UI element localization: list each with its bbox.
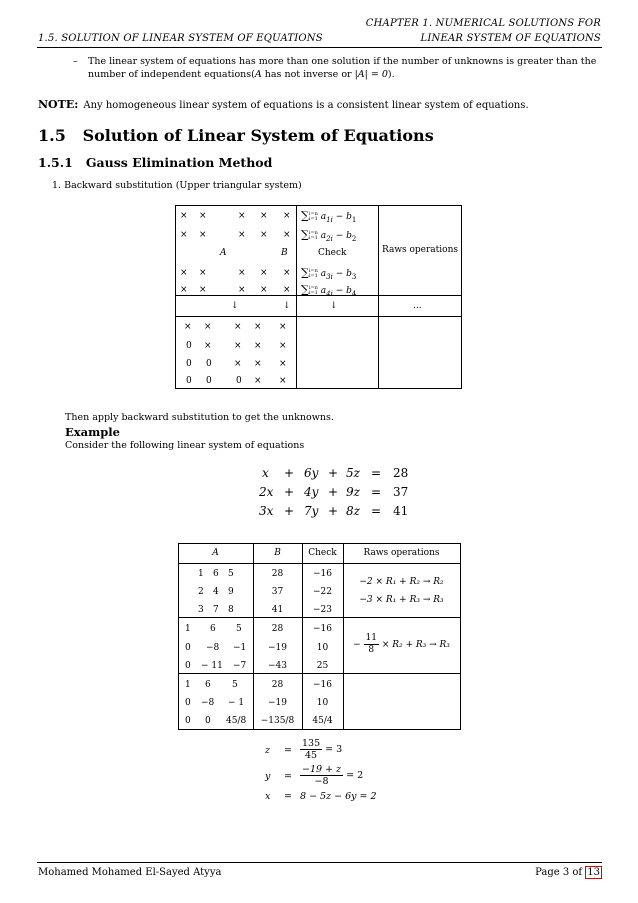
footer-page-prefix: Page 3 of bbox=[535, 867, 586, 878]
scheme-mid-border-2 bbox=[175, 316, 462, 317]
sol-z-eq: = bbox=[284, 745, 292, 756]
sol-z-frac bbox=[300, 738, 322, 761]
scheme-x: × bbox=[199, 211, 207, 221]
table-cell: 4 bbox=[213, 587, 219, 597]
scheme-zero: 0 bbox=[186, 376, 192, 386]
scheme-x: × bbox=[234, 359, 242, 369]
table-cell: 1 bbox=[185, 680, 191, 690]
footer-page bbox=[535, 867, 602, 878]
table-cell: −22 bbox=[313, 587, 332, 597]
scheme-right-border bbox=[461, 205, 462, 389]
eq2-op: + bbox=[328, 485, 339, 499]
table-cell: −23 bbox=[313, 605, 332, 615]
sum-a: a bbox=[320, 231, 327, 241]
sol-y-lhs: y bbox=[265, 771, 271, 782]
table-head-A: A bbox=[212, 548, 219, 558]
eq3-rhs: 41 bbox=[393, 504, 409, 518]
table-cell: 7 bbox=[213, 605, 219, 615]
check-sum-4: ∑i=n i=1 $a_{4i} - b_4$ bbox=[301, 283, 357, 298]
sum-symbol: ∑ bbox=[301, 283, 309, 296]
footer-rule bbox=[37, 862, 602, 863]
sol-y-eq: = bbox=[284, 771, 292, 782]
scheme-x: × bbox=[180, 268, 188, 278]
note-label: NOTE: bbox=[38, 98, 79, 111]
scheme-x: × bbox=[283, 211, 291, 221]
table-cell: 10 bbox=[316, 643, 329, 653]
sum-b: b bbox=[346, 212, 352, 222]
scheme-col-sep-2 bbox=[378, 205, 379, 389]
scheme-label-A: A bbox=[220, 248, 227, 258]
table-cell: 41 bbox=[271, 605, 284, 615]
sum-upper-limit: i=n bbox=[308, 267, 318, 274]
example-title: Example bbox=[65, 425, 120, 439]
page-total-link[interactable]: 13 bbox=[587, 867, 600, 878]
scheme-col-sep-1 bbox=[296, 205, 297, 389]
sum-upper-limit: i=n bbox=[308, 284, 318, 291]
table-cell: −8 bbox=[201, 698, 215, 708]
op-suffix: × R₂ + R₃ → R₃ bbox=[381, 640, 450, 650]
table-cell: −8 bbox=[206, 643, 220, 653]
scheme-zero: 0 bbox=[206, 359, 212, 369]
scheme-x: × bbox=[279, 359, 287, 369]
scheme-x: × bbox=[180, 211, 188, 221]
down-arrow-check: ↓ bbox=[330, 301, 338, 311]
sum-sub: 3i bbox=[326, 272, 333, 281]
scheme-x: × bbox=[279, 341, 287, 351]
table-cell: 6 bbox=[210, 624, 216, 634]
eq1-term: x bbox=[262, 466, 269, 480]
scheme-x: × bbox=[254, 341, 262, 351]
table-head-check: Check bbox=[308, 548, 337, 558]
check-sum-1: ∑i=n i=1 $a_{1i} - b_1$ bbox=[301, 209, 357, 224]
table-cell: 25 bbox=[316, 661, 329, 671]
table-cell: −16 bbox=[313, 680, 332, 690]
eq1-op: + bbox=[328, 466, 339, 480]
table-cell: 45/4 bbox=[312, 716, 333, 726]
table-cell: 37 bbox=[271, 587, 284, 597]
eq3-op: + bbox=[328, 504, 339, 518]
scheme-x: × bbox=[180, 230, 188, 240]
eq2-term: 9z bbox=[346, 485, 360, 499]
table-cell: 28 bbox=[271, 624, 284, 634]
check-sum-2: ∑i=n i=1 $a_{2i} - b_2$ bbox=[301, 228, 357, 243]
table-head-B: B bbox=[274, 548, 281, 558]
table-cell: 28 bbox=[271, 569, 284, 579]
sol-y-den: −8 bbox=[314, 776, 329, 787]
subsection-number: 1.5.1 bbox=[38, 155, 73, 170]
eq1-term: 6y bbox=[304, 466, 319, 480]
down-arrow-B: ↓ bbox=[283, 301, 291, 311]
sum-sub: 4i bbox=[326, 289, 333, 298]
scheme-x: × bbox=[184, 322, 192, 332]
scheme-x: × bbox=[260, 211, 268, 221]
table-cell: 0 bbox=[185, 661, 191, 671]
table-right-border bbox=[460, 543, 461, 730]
scheme-zero: 0 bbox=[186, 359, 192, 369]
sum-bsub: 1 bbox=[351, 215, 357, 224]
ellipsis: ... bbox=[413, 301, 422, 311]
scheme-label-check: Check bbox=[318, 248, 347, 258]
table-block-border bbox=[178, 673, 460, 674]
bullet-math-a: A bbox=[254, 69, 262, 80]
bullet-text-c: has not inverse or bbox=[261, 69, 355, 80]
op-frac bbox=[364, 633, 379, 656]
scheme-x: × bbox=[254, 376, 262, 386]
sum-symbol: ∑ bbox=[301, 228, 309, 241]
eq1-op: + bbox=[284, 466, 295, 480]
scheme-zero: 0 bbox=[186, 341, 192, 351]
scheme-x: × bbox=[238, 230, 246, 240]
scheme-bottom-border bbox=[175, 388, 462, 389]
scheme-x: × bbox=[180, 285, 188, 295]
eq2-term: 2x bbox=[259, 485, 274, 499]
scheme-x: × bbox=[199, 230, 207, 240]
scheme-x: × bbox=[283, 268, 291, 278]
sum-sub: 2i bbox=[326, 234, 333, 243]
eq3-eq: = bbox=[371, 504, 382, 518]
footer-author: Mohamed Mohamed El-Sayed Atyya bbox=[38, 867, 222, 878]
table-cell: −16 bbox=[313, 624, 332, 634]
scheme-x: × bbox=[204, 322, 212, 332]
section-title: Solution of Linear System of Equations bbox=[82, 126, 434, 145]
table-cell: 1 bbox=[185, 624, 191, 634]
bullet-text-a: number of independent equations( bbox=[88, 69, 255, 80]
sum-lower-limit: i=1 bbox=[308, 272, 318, 279]
sol-z-rest: = 3 bbox=[325, 744, 343, 755]
scheme-left-border bbox=[175, 205, 176, 389]
sol-z-rhs bbox=[300, 738, 342, 761]
sol-y-frac bbox=[300, 764, 343, 787]
section-number: 1.5 bbox=[38, 126, 66, 145]
table-cell: 0 bbox=[185, 716, 191, 726]
scheme-x: × bbox=[279, 322, 287, 332]
running-header-right-2: LINEAR SYSTEM OF EQUATIONS bbox=[420, 33, 601, 44]
eq1-rhs: 28 bbox=[393, 466, 409, 480]
sum-bsub: 3 bbox=[351, 272, 357, 281]
scheme-x: × bbox=[238, 268, 246, 278]
sum-upper-limit: i=n bbox=[308, 229, 318, 236]
scheme-x: × bbox=[283, 230, 291, 240]
bullet-dash: – bbox=[73, 56, 78, 67]
scheme-x: × bbox=[283, 285, 291, 295]
table-cell: −19 bbox=[268, 643, 287, 653]
eq1-term: 5z bbox=[346, 466, 360, 480]
subsection-title: Gauss Elimination Method bbox=[85, 155, 273, 170]
sum-sub: 1i bbox=[326, 215, 333, 224]
table-cell: − 11 bbox=[201, 661, 223, 671]
sum-upper-limit: i=n bbox=[308, 210, 318, 217]
sol-x-lhs: x bbox=[265, 791, 271, 802]
scheme-zero: 0 bbox=[236, 376, 242, 386]
sol-z-num: 135 bbox=[302, 738, 321, 749]
table-cell: −43 bbox=[268, 661, 287, 671]
table-top-border bbox=[178, 543, 460, 544]
table-cell: 8 bbox=[228, 605, 234, 615]
table-cell: 6 bbox=[213, 569, 219, 579]
row-op: −3 × R₁ + R₃ → R₃ bbox=[359, 595, 444, 605]
table-cell: 0 bbox=[185, 643, 191, 653]
scheme-label-B: B bbox=[281, 248, 288, 258]
sum-a: a bbox=[320, 286, 327, 296]
table-cell: 5 bbox=[236, 624, 242, 634]
scheme-zero: 0 bbox=[206, 376, 212, 386]
eq3-term: 3x bbox=[259, 504, 274, 518]
list-item-1: 1. Backward substitution (Upper triangular system) bbox=[52, 180, 302, 191]
sum-a: a bbox=[320, 269, 327, 279]
table-cell: − 1 bbox=[228, 698, 245, 708]
sum-bsub: 4 bbox=[351, 289, 357, 298]
eq3-term: 8z bbox=[346, 504, 360, 518]
eq3-term: 7y bbox=[304, 504, 319, 518]
sol-y-num: −19 + z bbox=[302, 764, 342, 775]
example-text: Consider the following linear system of equations bbox=[65, 440, 305, 451]
table-cell: 1 bbox=[198, 569, 204, 579]
table-cell: 3 bbox=[198, 605, 204, 615]
sum-lower-limit: i=1 bbox=[308, 234, 318, 241]
scheme-x: × bbox=[234, 341, 242, 351]
sol-z-den: 45 bbox=[305, 750, 318, 761]
row-op-fraction bbox=[343, 633, 460, 656]
scheme-x: × bbox=[204, 341, 212, 351]
eq2-op: + bbox=[284, 485, 295, 499]
down-arrow-A: ↓ bbox=[231, 301, 239, 311]
table-cell: 6 bbox=[205, 680, 211, 690]
sum-a: a bbox=[320, 212, 327, 222]
check-sum-3: ∑i=n i=1 $a_{3i} - b_3$ bbox=[301, 266, 357, 281]
then-text: Then apply backward substitution to get the unknowns. bbox=[65, 412, 334, 423]
scheme-x: × bbox=[199, 285, 207, 295]
table-left-border bbox=[178, 543, 179, 730]
running-header-left: 1.5. SOLUTION OF LINEAR SYSTEM OF EQUATIONS bbox=[38, 33, 323, 44]
table-head-raws: Raws operations bbox=[363, 548, 440, 558]
bullet-text-e: ). bbox=[387, 69, 395, 80]
sum-symbol: ∑ bbox=[301, 266, 309, 279]
sum-lower-limit: i=1 bbox=[308, 289, 318, 296]
sol-x-eq: = bbox=[284, 791, 292, 802]
sum-symbol: ∑ bbox=[301, 209, 309, 222]
table-cell: 2 bbox=[198, 587, 204, 597]
eq1-eq: = bbox=[371, 466, 382, 480]
table-cell: 10 bbox=[316, 698, 329, 708]
op-minus: − bbox=[353, 640, 361, 650]
table-cell: 45/8 bbox=[226, 716, 247, 726]
bullet-line-1: The linear system of equations has more than one solution if the number of unknowns is greater than the bbox=[88, 56, 597, 67]
sum-b: b bbox=[346, 286, 352, 296]
sol-z-lhs: z bbox=[265, 745, 271, 756]
scheme-x: × bbox=[234, 322, 242, 332]
table-header-border bbox=[178, 563, 460, 564]
table-cell: 28 bbox=[271, 680, 284, 690]
table-bottom-border bbox=[178, 729, 460, 730]
table-cell: −135/8 bbox=[260, 716, 295, 726]
eq2-term: 4y bbox=[304, 485, 319, 499]
scheme-x: × bbox=[199, 268, 207, 278]
eq2-eq: = bbox=[371, 485, 382, 499]
bullet-math-det: |A| = 0 bbox=[354, 69, 388, 80]
scheme-x: × bbox=[279, 376, 287, 386]
table-cell: −7 bbox=[233, 661, 247, 671]
table-cell: −16 bbox=[313, 569, 332, 579]
sum-b: b bbox=[346, 231, 352, 241]
sol-x-rhs: 8 − 5z − 6y = 2 bbox=[300, 791, 377, 802]
table-cell: 0 bbox=[205, 716, 211, 726]
scheme-x: × bbox=[238, 211, 246, 221]
scheme-x: × bbox=[254, 322, 262, 332]
eq2-rhs: 37 bbox=[393, 485, 409, 499]
eq3-op: + bbox=[284, 504, 295, 518]
op-frac-num: 11 bbox=[365, 633, 377, 643]
sol-y-rest: = 2 bbox=[346, 770, 364, 781]
op-frac-den: 8 bbox=[368, 645, 375, 655]
scheme-x: × bbox=[238, 285, 246, 295]
scheme-x: × bbox=[260, 268, 268, 278]
scheme-x: × bbox=[260, 285, 268, 295]
table-cell: 5 bbox=[228, 569, 234, 579]
table-cell: 0 bbox=[185, 698, 191, 708]
table-cell: −19 bbox=[268, 698, 287, 708]
note-text: Any homogeneous linear system of equations is a consistent linear system of equations. bbox=[83, 100, 529, 111]
scheme-x: × bbox=[254, 359, 262, 369]
sum-bsub: 2 bbox=[351, 234, 357, 243]
running-header-right-1: CHAPTER 1. NUMERICAL SOLUTIONS FOR bbox=[365, 18, 601, 29]
table-cell: 5 bbox=[232, 680, 238, 690]
row-op: −2 × R₁ + R₂ → R₂ bbox=[359, 577, 444, 587]
scheme-x: × bbox=[260, 230, 268, 240]
table-cell: −1 bbox=[233, 643, 247, 653]
scheme-label-raws: Raws operations bbox=[381, 245, 459, 255]
scheme-top-border bbox=[175, 205, 462, 206]
sol-y-rhs bbox=[300, 764, 363, 787]
table-cell: 9 bbox=[228, 587, 234, 597]
sum-b: b bbox=[346, 269, 352, 279]
sum-lower-limit: i=1 bbox=[308, 215, 318, 222]
table-block-border bbox=[178, 617, 460, 618]
